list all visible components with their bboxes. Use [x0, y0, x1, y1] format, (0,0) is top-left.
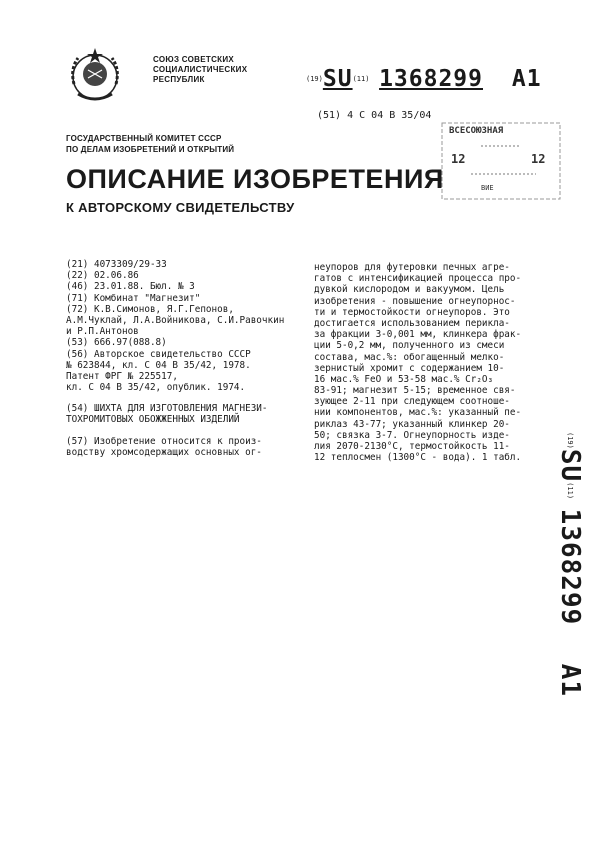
- abstract-line: достигается использованием перикла-: [314, 317, 510, 329]
- abstract-line: за фракции 3-0,001 мм, клинкера фрак-: [314, 329, 522, 341]
- abstract-line: риклаз 43-77; указанный клинкер 20-: [314, 418, 510, 430]
- stamp-text: ВИЕ: [481, 184, 494, 192]
- country-code: SU: [322, 66, 353, 92]
- abstract-line: зернистый хромит с содержанием 10-: [314, 362, 505, 374]
- stamp-text: 12: [451, 152, 466, 166]
- country-code: SU: [555, 448, 585, 483]
- abstract-line: 50; связка 3-7. Огнеупорность изде-: [314, 429, 510, 441]
- ipc-class: (51) 4 С 04 В 35/04: [317, 110, 432, 121]
- abstract-line: неупоров для футеровки печных агре-: [314, 262, 510, 273]
- biblio-line: (22) 02.06.86: [66, 270, 139, 282]
- biblio-line: (56) Авторское свидетельство СССР: [66, 348, 251, 360]
- ussr-emblem-icon: [64, 44, 126, 106]
- stamp-text: 12: [531, 152, 546, 166]
- stamp-text: ВСЕСОЮЗНАЯ: [449, 126, 504, 136]
- biblio-line: и Р.П.Антонов: [66, 326, 139, 338]
- biblio-line: кл. С 04 В 35/42, опублик. 1974.: [66, 382, 246, 394]
- abstract-line: лия 2070-2130°С, термостойкость 11-: [314, 441, 510, 452]
- vertical-publication-number: [525, 432, 585, 702]
- union-line: СОЦИАЛИСТИЧЕСКИХ: [153, 65, 248, 74]
- kind-code: A1: [555, 663, 585, 698]
- abstract-line: 83-91; магнезит 5-15; временное свя-: [314, 385, 516, 397]
- union-line: РЕСПУБЛИК: [153, 75, 205, 84]
- biblio-line: (71) Комбинат "Магнезит": [66, 292, 201, 304]
- invention-title-line: ТОХРОМИТОВЫХ ОБОЖЖЕННЫХ ИЗДЕЛИЙ: [66, 414, 240, 426]
- abstract-line: ти и термостойкости огнеупоров. Это: [314, 306, 510, 318]
- abstract-line: водству хромсодержащих основных ог-: [66, 446, 262, 458]
- biblio-line: (53) 666.97(088.8): [66, 337, 167, 349]
- biblio-line: (72) К.В.Симонов, Я.Г.Гепонов,: [66, 303, 234, 315]
- abstract-line: дувкой кислородом и вакуумом. Цель: [314, 284, 505, 296]
- abstract-line: ции 5-0,2 мм, полученного из смеси: [314, 340, 505, 352]
- union-line: СОЮЗ СОВЕТСКИХ: [153, 55, 235, 64]
- publication-number: [306, 66, 542, 92]
- abstract-line: изобретения - повышение огнеупорнос-: [314, 295, 516, 307]
- invention-title-line: (54) ШИХТА ДЛЯ ИЗГОТОВЛЕНИЯ МАГНЕЗИ-: [66, 403, 268, 415]
- abstract-line: 12 теплосмен (1300°С - вода). 1 табл.: [314, 452, 522, 464]
- biblio-line: А.М.Чуклай, Л.А.Войникова, С.И.Равочкин: [66, 314, 285, 326]
- document-subtitle: К АВТОРСКОМУ СВИДЕТЕЛЬСТВУ: [66, 200, 295, 215]
- abstract-line: состава, мас.%: обогащенный мелко-: [314, 351, 505, 363]
- abstract-continued: [314, 262, 549, 463]
- bibliographic-data: [66, 259, 301, 458]
- committee-line: ГОСУДАРСТВЕННЫЙ КОМИТЕТ СССР: [66, 134, 222, 143]
- document-title: ОПИСАНИЕ ИЗОБРЕТЕНИЯ: [66, 164, 444, 194]
- abstract-line: (57) Изобретение относится к произ-: [66, 435, 262, 447]
- committee-caption: [66, 133, 234, 155]
- document-number: 1368299: [555, 508, 585, 626]
- abstract-line: нии компонентов, мас.%: указанный пе-: [314, 407, 522, 419]
- stamp-border-icon: [441, 122, 561, 200]
- code-11: (11): [352, 75, 370, 83]
- abstract-line: гатов с интенсификацией процесса про-: [314, 273, 522, 285]
- biblio-line: (21) 4073309/29-33: [66, 259, 167, 270]
- abstract-line: 16 мас.% FeO и 53-58 мас.% Cr₂O₃: [314, 373, 494, 385]
- union-caption: [153, 55, 247, 85]
- biblio-line: (46) 23.01.88. Бюл. № 3: [66, 281, 195, 293]
- committee-line: ПО ДЕЛАМ ИЗОБРЕТЕНИЙ И ОТКРЫТИЙ: [66, 145, 235, 154]
- code-11: (11): [566, 482, 574, 500]
- kind-code: A1: [511, 66, 542, 92]
- library-stamp: [441, 122, 561, 200]
- code-19: (19): [306, 75, 323, 83]
- code-19: (19): [566, 432, 574, 449]
- abstract-line: зующее 2-11 при следующем соотноше-: [314, 396, 510, 408]
- biblio-line: Патент ФРГ № 225517,: [66, 370, 178, 382]
- biblio-line: № 623844, кл. С 04 В 35/42, 1978.: [66, 359, 251, 371]
- document-number: 1368299: [379, 66, 483, 92]
